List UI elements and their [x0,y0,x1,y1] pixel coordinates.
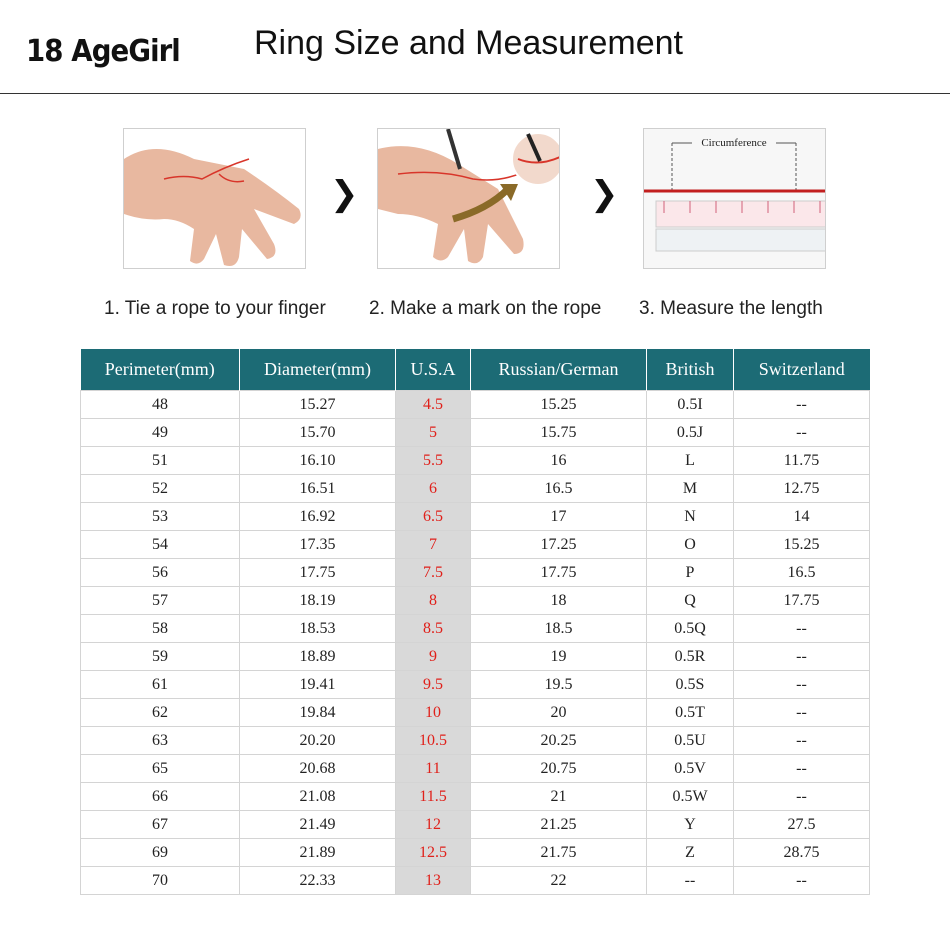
brand-logo: 18 AgeGirl [26,34,180,69]
table-cell: -- [734,867,870,895]
table-cell: -- [734,727,870,755]
table-row [81,391,870,419]
table-row [81,699,870,727]
table-cell: 9 [396,643,471,671]
table-cell: 16.92 [240,503,396,531]
table-cell: 21.25 [471,811,647,839]
table-cell: 18 [471,587,647,615]
table-cell: 6.5 [396,503,471,531]
table-cell: 21.08 [240,783,396,811]
table-cell: -- [647,867,734,895]
step-2-caption: 2. Make a mark on the rope [369,298,602,319]
table-cell: 48 [81,391,240,419]
table-cell: 17.35 [240,531,396,559]
svg-text:Circumference: Circumference [701,137,767,149]
table-cell: 15.70 [240,419,396,447]
table-cell: O [647,531,734,559]
table-cell: 9.5 [396,671,471,699]
table-row [81,727,870,755]
mark-rope-illustration [378,129,560,269]
table-cell: 61 [81,671,240,699]
table-cell: 18.5 [471,615,647,643]
table-cell: 15.25 [471,391,647,419]
step-1-caption: 1. Tie a rope to your finger [104,298,326,319]
table-cell: 11.5 [396,783,471,811]
table-row [81,783,870,811]
table-cell: 17.75 [471,559,647,587]
table-cell: 49 [81,419,240,447]
table-cell: 13 [396,867,471,895]
table-cell: 0.5Q [647,615,734,643]
table-cell: 5.5 [396,447,471,475]
table-cell: 67 [81,811,240,839]
column-header: Diameter(mm) [240,349,396,391]
table-cell: 51 [81,447,240,475]
table-cell: 20.68 [240,755,396,783]
table-cell: 15.75 [471,419,647,447]
ruler-illustration [644,129,826,269]
table-row [81,671,870,699]
table-row [81,531,870,559]
column-header: U.S.A [396,349,471,391]
table-cell: 7.5 [396,559,471,587]
table-row [81,475,870,503]
table-cell: 56 [81,559,240,587]
table-cell: -- [734,755,870,783]
table-cell: 18.89 [240,643,396,671]
table-cell: 20 [471,699,647,727]
table-cell: 22.33 [240,867,396,895]
table-cell: M [647,475,734,503]
table-row [81,867,870,895]
step-2-image [377,128,560,269]
table-cell: 58 [81,615,240,643]
table-cell: 17.75 [734,587,870,615]
table-cell: 7 [396,531,471,559]
table-cell: 16 [471,447,647,475]
table-row [81,503,870,531]
table-cell: 16.51 [240,475,396,503]
header-divider [0,93,950,94]
column-header: Switzerland [734,349,870,391]
table-cell: -- [734,699,870,727]
table-cell: 8.5 [396,615,471,643]
table-cell: -- [734,419,870,447]
table-row [81,755,870,783]
table-cell: 0.5S [647,671,734,699]
table-cell: 4.5 [396,391,471,419]
table-cell: 18.19 [240,587,396,615]
table-cell: 11.75 [734,447,870,475]
ring-size-table [80,349,870,895]
table-cell: 19.84 [240,699,396,727]
table-cell: 21.49 [240,811,396,839]
table-cell: 65 [81,755,240,783]
table-cell: -- [734,643,870,671]
table-cell: 10 [396,699,471,727]
table-cell: 16.10 [240,447,396,475]
table-cell: 8 [396,587,471,615]
table-cell: 0.5R [647,643,734,671]
table-cell: L [647,447,734,475]
column-header: British [647,349,734,391]
table-cell: 19.5 [471,671,647,699]
table-cell: 20.75 [471,755,647,783]
table-row [81,419,870,447]
table-cell: 18.53 [240,615,396,643]
table-row [81,643,870,671]
table-cell: 15.27 [240,391,396,419]
table-cell: 27.5 [734,811,870,839]
table-row [81,615,870,643]
table-cell: 17.25 [471,531,647,559]
column-header: Russian/German [471,349,647,391]
table-cell: 12 [396,811,471,839]
page-title: Ring Size and Measurement [254,24,684,62]
table-row [81,811,870,839]
table-cell: 20.25 [471,727,647,755]
table-cell: 57 [81,587,240,615]
table-cell: 21.89 [240,839,396,867]
table-cell: 20.20 [240,727,396,755]
table-cell: 53 [81,503,240,531]
table-cell: 12.5 [396,839,471,867]
table-header-row [81,349,870,391]
table-cell: 66 [81,783,240,811]
table-cell: Z [647,839,734,867]
table-cell: 28.75 [734,839,870,867]
table-row [81,839,870,867]
table-cell: 70 [81,867,240,895]
table-cell: 15.25 [734,531,870,559]
chevron-right-icon: ❯ [590,174,619,214]
table-cell: 21.75 [471,839,647,867]
table-cell: 19 [471,643,647,671]
table-cell: 6 [396,475,471,503]
table-cell: -- [734,615,870,643]
table-cell: 5 [396,419,471,447]
table-cell: 63 [81,727,240,755]
table-cell: P [647,559,734,587]
table-cell: 19.41 [240,671,396,699]
table-cell: 17.75 [240,559,396,587]
table-cell: 59 [81,643,240,671]
table-cell: 0.5U [647,727,734,755]
table-cell: 16.5 [734,559,870,587]
table-cell: 16.5 [471,475,647,503]
table-cell: -- [734,783,870,811]
table-cell: 0.5V [647,755,734,783]
table-cell: 0.5T [647,699,734,727]
table-cell: 14 [734,503,870,531]
step-3-image [643,128,826,269]
table-row [81,447,870,475]
column-header: Perimeter(mm) [81,349,240,391]
table-row [81,559,870,587]
table-cell: -- [734,391,870,419]
table-cell: Y [647,811,734,839]
table-cell: 0.5I [647,391,734,419]
table-cell: Q [647,587,734,615]
table-cell: 69 [81,839,240,867]
table-cell: 54 [81,531,240,559]
table-cell: 11 [396,755,471,783]
table-cell: 12.75 [734,475,870,503]
table-cell: 17 [471,503,647,531]
chevron-right-icon: ❯ [330,174,359,214]
hand-rope-illustration [124,129,306,269]
table-cell: 52 [81,475,240,503]
step-3-caption: 3. Measure the length [639,298,823,319]
table-cell: 10.5 [396,727,471,755]
table-row [81,587,870,615]
step-1-image [123,128,306,269]
page-header [0,0,950,94]
table-cell: 62 [81,699,240,727]
table-cell: 0.5W [647,783,734,811]
table-cell: 22 [471,867,647,895]
table-cell: N [647,503,734,531]
table-cell: 0.5J [647,419,734,447]
table-cell: -- [734,671,870,699]
table-cell: 21 [471,783,647,811]
